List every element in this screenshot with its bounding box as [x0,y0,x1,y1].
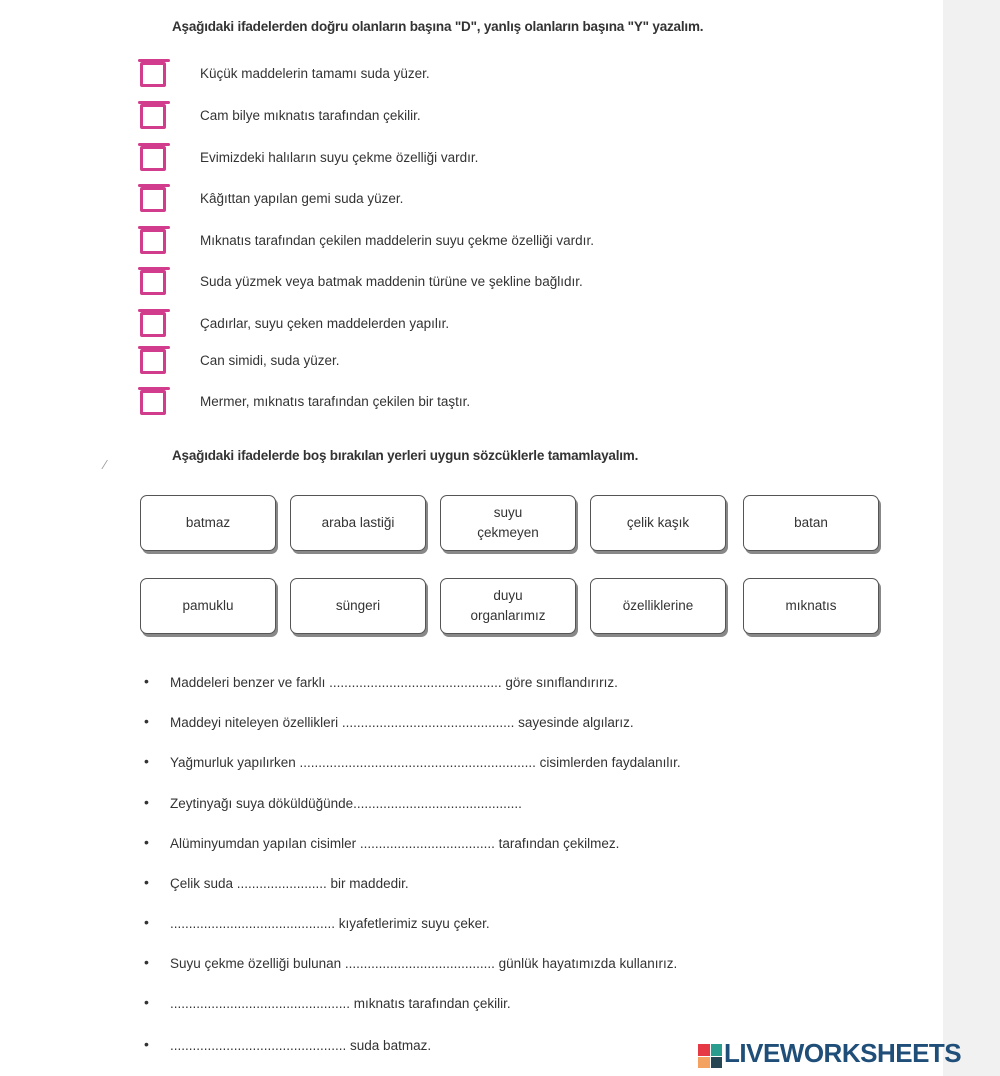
sentence-text[interactable]: Alüminyumdan yapılan cisimler .................................... tarafından çekilmez. [170,836,620,851]
answer-box[interactable] [140,229,166,254]
word-card[interactable] [440,578,576,634]
word-card-label: batan [794,515,828,531]
statement-text: Cam bilye mıknatıs tarafından çekilir. [200,108,421,123]
sentence-text[interactable]: ............................................ kıyafetlerimiz suyu çeker. [170,916,490,931]
scan-mark: ⁄ [104,457,107,472]
fill-in-item [140,908,860,938]
answer-box[interactable] [140,349,166,374]
fill-in-item [140,988,860,1018]
word-card-label: suyu çekmeyen [477,505,539,540]
sentence-text[interactable]: ............................................... suda batmaz. [170,1038,432,1053]
sentence-text[interactable]: ................................................ mıknatıs tarafından çekilir. [170,996,511,1011]
word-card-label: mıknatıs [785,598,837,614]
bullet-icon: • [144,834,149,850]
sentence-text[interactable]: Maddeyi niteleyen özellikleri .............................................. sayesinde algılarız. [170,715,634,730]
bullet-icon: • [144,753,149,769]
bullet-icon: • [144,914,149,930]
answer-box[interactable] [140,62,166,87]
bullet-icon: • [144,874,149,890]
word-card-label: duyu organlarımız [470,588,546,623]
true-false-item [135,345,835,379]
word-card-label: pamuklu [182,598,234,614]
word-card[interactable] [590,578,726,634]
word-card[interactable] [743,495,879,551]
word-card-label: çelik kaşık [626,515,690,531]
bullet-icon: • [144,954,149,970]
word-card-label: batmaz [185,515,231,531]
fill-in-item [140,707,860,737]
sentence-text[interactable]: Zeytinyağı suya döküldüğünde............................................. [170,796,522,811]
bullet-icon: • [144,673,149,689]
word-card[interactable] [743,578,879,634]
right-side-panel [943,0,1000,1076]
word-card[interactable] [290,578,426,634]
word-card[interactable] [290,495,426,551]
statement-text: Evimizdeki halıların suyu çekme özelliği vardır. [200,150,479,165]
statement-text: Küçük maddelerin tamamı suda yüzer. [200,66,430,81]
brand-name: LIVEWORKSHEETS [724,1038,962,1068]
answer-box[interactable] [140,187,166,212]
true-false-item [135,58,835,92]
statement-text: Çadırlar, suyu çeken maddelerden yapılır. [200,316,450,331]
fill-in-item [140,667,860,697]
fill-in-item [140,868,860,898]
section2-heading: Aşağıdaki ifadelerde boş bırakılan yerleri uygun sözcüklerle tamamlayalım. [172,448,639,463]
bullet-icon: • [144,794,149,810]
answer-box[interactable] [140,146,166,171]
answer-box[interactable] [140,312,166,337]
word-card-label: süngeri [335,598,381,614]
sentence-text[interactable]: Çelik suda ........................ bir maddedir. [170,876,409,891]
sentence-text[interactable]: Yağmurluk yapılırken ............................................................... cisimlerden faydalanılır. [170,755,681,770]
bullet-icon: • [144,1036,149,1052]
true-false-item [135,266,835,300]
section1-heading: Aşağıdaki ifadelerden doğru olanların başına "D", yanlış olanların başına "Y" yazalım. [172,19,704,34]
answer-box[interactable] [140,390,166,415]
statement-text: Suda yüzmek veya batmak maddenin türüne ve şekline bağlıdır. [200,274,583,289]
bullet-icon: • [144,713,149,729]
answer-box[interactable] [140,104,166,129]
fill-in-item [140,747,860,777]
true-false-item [135,308,835,342]
statement-text: Mermer, mıknatıs tarafından çekilen bir taştır. [200,394,471,409]
statement-text: Can simidi, suda yüzer. [200,353,340,368]
fill-in-item [140,788,860,818]
word-card[interactable] [140,495,276,551]
fill-in-item [140,828,860,858]
word-card-label: araba lastiği [321,515,395,531]
sentence-text[interactable]: Maddeleri benzer ve farklı .............................................. göre sınıflandırırız. [170,675,618,690]
true-false-item [135,142,835,176]
word-card-label: özelliklerine [622,598,694,614]
statement-text: Kâğıttan yapılan gemi suda yüzer. [200,191,404,206]
true-false-item [135,225,835,259]
true-false-item [135,100,835,134]
statement-text: Mıknatıs tarafından çekilen maddelerin suyu çekme özelliği vardır. [200,233,594,248]
bullet-icon: • [144,994,149,1010]
true-false-item [135,183,835,217]
sentence-text[interactable]: Suyu çekme özelliği bulunan ........................................ günlük hayatımızda kullanırız. [170,956,678,971]
answer-box[interactable] [140,270,166,295]
true-false-item [135,386,835,420]
fill-in-item [140,948,860,978]
word-card[interactable] [590,495,726,551]
word-card[interactable] [440,495,576,551]
word-card[interactable] [140,578,276,634]
